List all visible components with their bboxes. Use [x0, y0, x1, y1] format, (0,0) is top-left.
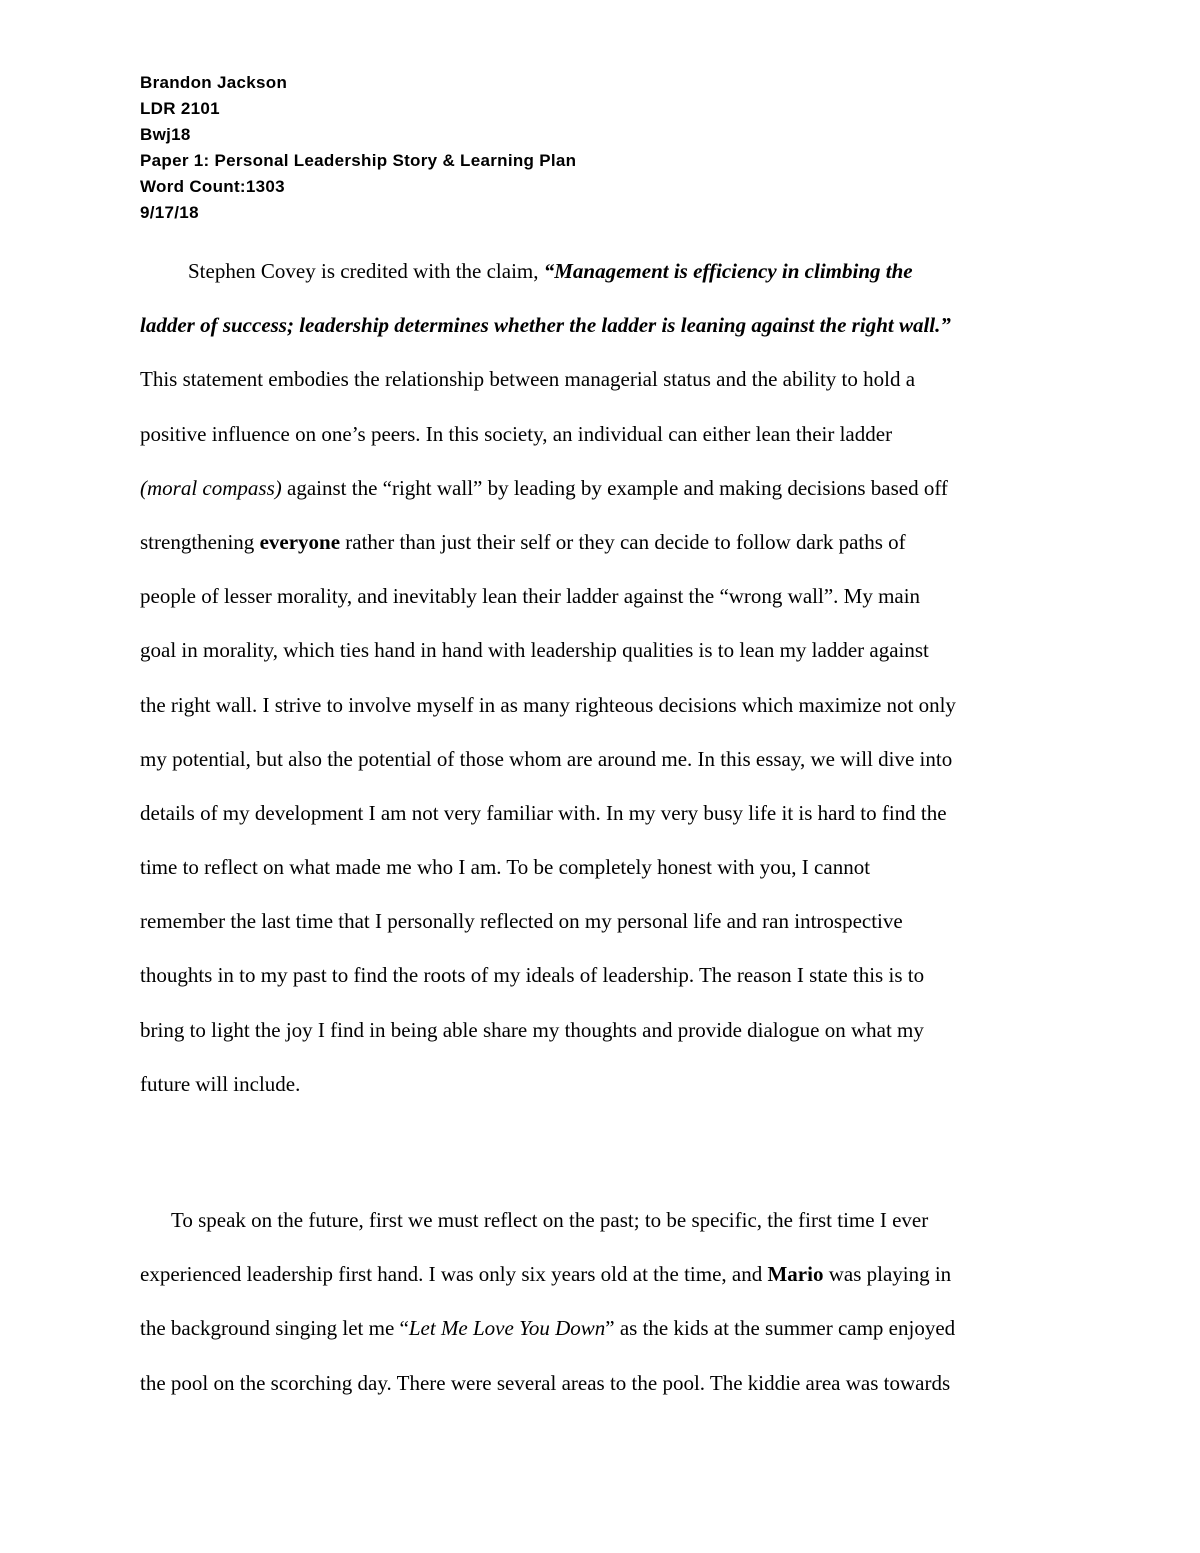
word-count: Word Count:1303 — [140, 177, 285, 196]
text-run: ” as the kids at the summer camp enjoyed — [605, 1316, 956, 1341]
text-line: time to reflect on what made me who I am. To be completely honest with you, I cannot — [140, 855, 871, 880]
course-code: LDR 2101 — [140, 99, 220, 118]
italic-phrase: (moral compass) — [140, 475, 282, 500]
text-line: the pool on the scorching day. There were several areas to the pool. The kiddie area was towards — [140, 1370, 951, 1395]
student-id: Bwj18 — [140, 125, 191, 144]
text-run: Stephen Covey is credited with the claim, — [188, 259, 544, 283]
text-line: This statement embodies the relationship between managerial status and the ability to hold a — [140, 367, 916, 392]
text-line — [140, 515, 1060, 569]
paragraph-story — [140, 1193, 1060, 1410]
paper-title: Paper 1: Personal Leadership Story & Learning Plan — [140, 151, 577, 170]
text-line: the right wall. I strive to involve myself in as many righteous decisions which maximize not only — [140, 692, 956, 717]
text-line: people of lesser morality, and inevitably lean their ladder against the “wrong wall”. My main — [140, 584, 921, 609]
text-line: thoughts in to my past to find the roots of my ideals of leadership. The reason I state this is to — [140, 963, 925, 988]
covey-quote-start: “Management is efficiency in climbing the — [543, 259, 913, 283]
document-header — [140, 70, 1060, 226]
bold-word: everyone — [259, 529, 341, 554]
text-line: goal in morality, which ties hand in hand with leadership qualities is to lean my ladder against — [140, 638, 929, 663]
text-line: future will include. — [140, 1071, 301, 1096]
author-name: Brandon Jackson — [140, 73, 288, 92]
song-title: Let Me Love You Down — [408, 1316, 606, 1341]
text-line: remember the last time that I personally reflected on my personal life and ran introspective — [140, 909, 903, 934]
text-line — [140, 1301, 1060, 1355]
text-line: details of my development I am not very familiar with. In my very busy life it is hard to find the — [140, 800, 947, 825]
text-line — [140, 461, 1060, 515]
text-line — [140, 1247, 1060, 1301]
text-run: against the “right wall” by leading by example and making decisions based off — [281, 475, 948, 500]
text-run: strengthening — [140, 529, 260, 554]
text-line: To speak on the future, first we must reflect on the past; to be specific, the first time I ever — [171, 1208, 929, 1232]
text-line: positive influence on one’s peers. In this society, an individual can either lean their ladder — [140, 421, 893, 446]
text-line: bring to light the joy I find in being able share my thoughts and provide dialogue on what my — [140, 1017, 924, 1042]
text-line — [140, 244, 1060, 298]
text-run: experienced leadership first hand. I was only six years old at the time, and — [140, 1262, 768, 1287]
paper-date: 9/17/18 — [140, 203, 199, 222]
text-run: rather than just their self or they can decide to follow dark paths of — [340, 529, 906, 554]
paragraph-intro — [140, 244, 1060, 1111]
bold-word: Mario — [767, 1262, 824, 1287]
text-run: was playing in — [823, 1262, 952, 1287]
covey-quote-end: ladder of success; leadership determines whether the ladder is leaning against the right wall.” — [140, 313, 951, 338]
text-line: my potential, but also the potential of those whom are around me. In this essay, we will dive into — [140, 746, 953, 771]
text-run: the background singing let me “ — [140, 1316, 409, 1341]
